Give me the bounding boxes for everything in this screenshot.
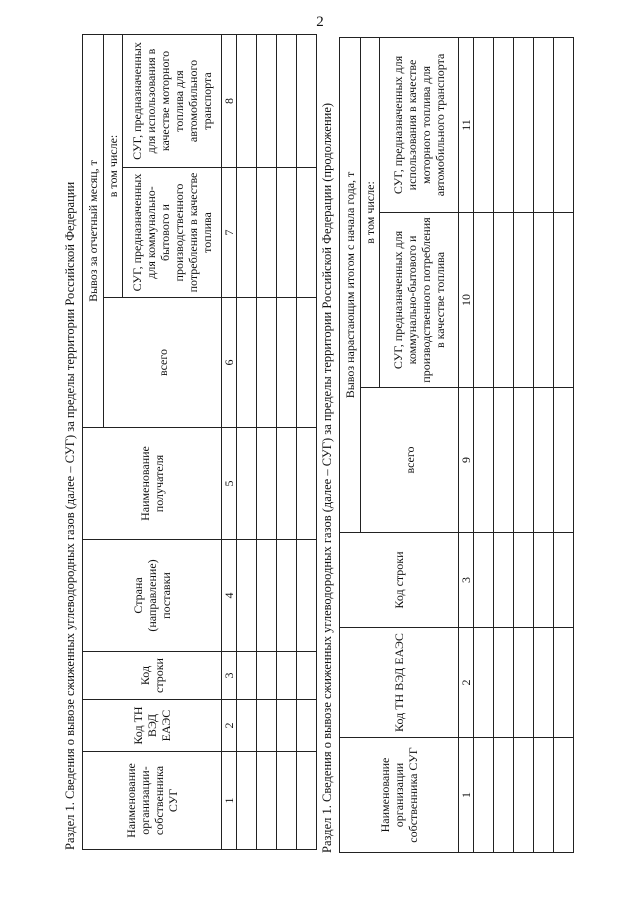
table-cell[interactable] (237, 168, 257, 298)
table-cell[interactable] (257, 540, 277, 652)
table-cell[interactable] (554, 628, 574, 738)
table-cell[interactable] (297, 168, 317, 298)
table-cell[interactable] (514, 533, 534, 628)
col-header-tn-ved-code: Код ТН ВЭД ЕАЭС (83, 700, 222, 752)
section-1-table (82, 34, 317, 850)
table-cell[interactable] (277, 168, 297, 298)
table-cell[interactable] (277, 540, 297, 652)
table-cell[interactable] (534, 37, 554, 212)
table-row (257, 34, 277, 849)
col-header-row-code: Код строки (83, 652, 222, 700)
col-header-motor-fuel: СУГ, предназначенных для использования в качестве моторного топлива для автомобильного транспорта (380, 37, 459, 212)
table-cell[interactable] (257, 700, 277, 752)
col-header-total: всего (104, 298, 222, 428)
col-header-household-fuel: СУГ, предназначенных для коммунально-бытового и производственного потребления в качестве топлива (380, 213, 459, 388)
col-header-motor-fuel: СУГ, предназначенных для использования в качестве моторного топлива для автомобильного транспорта (123, 34, 222, 167)
col-header-organization: Наименование организации-собственника СУГ (83, 752, 222, 850)
column-number-row (459, 37, 474, 852)
table-cell[interactable] (474, 738, 494, 853)
col-header-recipient: Наименование получателя (83, 428, 222, 540)
table-cell[interactable] (494, 37, 514, 212)
col-number: 11 (459, 37, 474, 212)
table-cell[interactable] (297, 752, 317, 850)
col-header-export-month: Вывоз за отчетный месяц, т (83, 34, 104, 427)
section-1-continued-caption: Раздел 1. Сведения о вывозе сжиженных углеводородных газов (далее – СУГ) за пределы территории Российской Федерации (продолжение) (320, 102, 334, 853)
col-header-including: в том числе: (104, 34, 123, 297)
header-row (340, 37, 361, 852)
table-cell[interactable] (257, 652, 277, 700)
column-number-row (222, 34, 237, 849)
table-cell[interactable] (277, 34, 297, 167)
table-cell[interactable] (494, 213, 514, 388)
col-number: 3 (459, 533, 474, 628)
table-cell[interactable] (237, 700, 257, 752)
table-cell[interactable] (534, 213, 554, 388)
col-header-export-ytd: Вывоз нарастающим итогом с начала года, т (340, 37, 361, 532)
table-cell[interactable] (297, 540, 317, 652)
col-number: 3 (222, 652, 237, 700)
table-cell[interactable] (277, 752, 297, 850)
table-cell[interactable] (554, 533, 574, 628)
table-cell[interactable] (554, 388, 574, 533)
col-number: 2 (222, 700, 237, 752)
col-number: 10 (459, 213, 474, 388)
section-1-continued-block (317, 38, 609, 853)
table-row (554, 37, 574, 852)
table-cell[interactable] (514, 388, 534, 533)
table-row (277, 34, 297, 849)
table-cell[interactable] (554, 37, 574, 212)
col-number: 5 (222, 428, 237, 540)
table-cell[interactable] (494, 738, 514, 853)
col-number: 7 (222, 168, 237, 298)
table-cell[interactable] (237, 652, 257, 700)
table-cell[interactable] (534, 628, 554, 738)
table-cell[interactable] (297, 34, 317, 167)
table-cell[interactable] (237, 540, 257, 652)
col-header-row-code: Код строки (340, 533, 459, 628)
page-number: 2 (316, 14, 324, 30)
table-cell[interactable] (257, 34, 277, 167)
table-cell[interactable] (237, 428, 257, 540)
table-cell[interactable] (514, 213, 534, 388)
col-number: 9 (459, 388, 474, 533)
table-cell[interactable] (534, 533, 554, 628)
table-row (534, 37, 554, 852)
table-cell[interactable] (494, 628, 514, 738)
header-row (83, 34, 104, 849)
table-cell[interactable] (237, 298, 257, 428)
table-cell[interactable] (257, 752, 277, 850)
table-cell[interactable] (494, 388, 514, 533)
table-cell[interactable] (474, 213, 494, 388)
table-cell[interactable] (534, 738, 554, 853)
table-cell[interactable] (297, 298, 317, 428)
table-cell[interactable] (257, 298, 277, 428)
table-row (514, 37, 534, 852)
table-row (237, 34, 257, 849)
table-cell[interactable] (257, 168, 277, 298)
table-cell[interactable] (297, 428, 317, 540)
table-cell[interactable] (554, 738, 574, 853)
table-cell[interactable] (277, 700, 297, 752)
col-number: 6 (222, 298, 237, 428)
section-1-continued-table (339, 37, 574, 853)
col-header-tn-ved-code: Код ТН ВЭД ЕАЭС (340, 628, 459, 738)
table-cell[interactable] (277, 298, 297, 428)
col-header-household-fuel: СУГ, предназначенных для коммунально-бытового и производственного потребления в качестве топлива (123, 168, 222, 298)
table-cell[interactable] (237, 34, 257, 167)
table-cell[interactable] (297, 652, 317, 700)
table-cell[interactable] (494, 533, 514, 628)
col-number: 2 (459, 628, 474, 738)
col-number: 8 (222, 34, 237, 167)
col-number: 4 (222, 540, 237, 652)
col-number: 1 (222, 752, 237, 850)
table-cell[interactable] (237, 752, 257, 850)
table-cell[interactable] (514, 628, 534, 738)
table-cell[interactable] (297, 700, 317, 752)
col-number: 1 (459, 738, 474, 853)
table-cell[interactable] (277, 652, 297, 700)
table-row (494, 37, 514, 852)
table-cell[interactable] (474, 388, 494, 533)
table-cell[interactable] (514, 37, 534, 212)
col-header-including: в том числе: (361, 37, 380, 387)
section-1-block (60, 35, 310, 850)
table-row (474, 37, 494, 852)
section-1-caption: Раздел 1. Сведения о вывозе сжиженных углеводородных газов (далее – СУГ) за пределы территории Российской Федерации (63, 181, 77, 850)
table-cell[interactable] (277, 428, 297, 540)
col-header-total: всего (361, 388, 459, 533)
table-cell[interactable] (514, 738, 534, 853)
table-cell[interactable] (534, 388, 554, 533)
table-cell[interactable] (474, 37, 494, 212)
table-cell[interactable] (257, 428, 277, 540)
col-header-country: Страна (направление) поставки (83, 540, 222, 652)
col-header-organization: Наименование организации собственника СУГ (340, 738, 459, 853)
table-cell[interactable] (474, 533, 494, 628)
table-row (297, 34, 317, 849)
table-cell[interactable] (474, 628, 494, 738)
table-cell[interactable] (554, 213, 574, 388)
